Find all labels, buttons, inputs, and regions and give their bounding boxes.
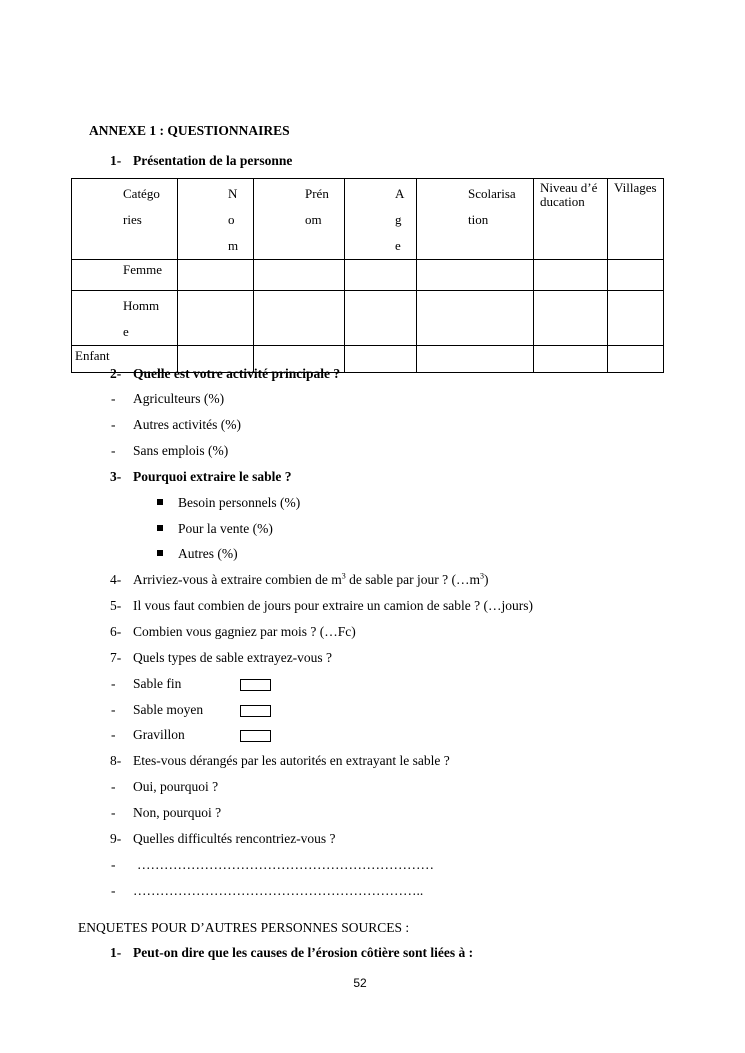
q4-text: Arriviez-vous à extraire combien de $m^3$ de sable par jour ? $(\dots m^3)$	[133, 571, 489, 587]
q2-title: Quelle est votre activité principale ?	[133, 366, 341, 381]
q2-option-sans-emplois: Sans emplois (%)	[133, 443, 229, 458]
table-cell	[345, 260, 417, 291]
dash-marker: -	[111, 702, 116, 717]
table-cell	[534, 346, 608, 373]
q7-number: 7-	[110, 650, 122, 665]
header-niveau: Niveau d’éducation	[534, 179, 608, 260]
dash-marker: -	[111, 443, 116, 458]
person-table	[71, 178, 664, 373]
dash-marker: -	[111, 391, 116, 406]
square-bullet-icon	[157, 550, 163, 556]
q6-number: 6-	[110, 624, 122, 639]
table-row	[72, 260, 664, 291]
header-age: A g e	[345, 179, 417, 260]
q7-option-sable-fin: Sable fin	[133, 676, 182, 691]
q8-number: 8-	[110, 753, 122, 768]
table-cell	[417, 346, 534, 373]
row-label-homme: Homm e	[72, 291, 178, 346]
q2-option-autres: Autres activités (%)	[133, 417, 241, 432]
table-cell	[608, 346, 664, 373]
sable-moyen-checkbox[interactable]	[240, 705, 271, 717]
table-cell	[254, 291, 345, 346]
section-b1-number: 1-	[110, 945, 122, 960]
q9-number: 9-	[110, 831, 122, 846]
q7-option-sable-moyen: Sable moyen	[133, 702, 204, 717]
table-cell	[534, 291, 608, 346]
q2-option-agriculteurs: Agriculteurs (%)	[133, 391, 225, 406]
dash-marker: -	[111, 857, 116, 872]
q2-number: 2-	[110, 366, 122, 381]
table-cell	[608, 260, 664, 291]
table-cell	[417, 260, 534, 291]
section1-number: 1-	[110, 153, 122, 168]
dash-marker: -	[111, 883, 116, 898]
table-cell	[608, 291, 664, 346]
enquetes-title: ENQUETES POUR D’AUTRES PERSONNES SOURCES :	[78, 920, 410, 935]
square-bullet-icon	[157, 525, 163, 531]
dash-marker: -	[111, 727, 116, 742]
table-cell	[178, 260, 254, 291]
q3-option-besoin: Besoin personnels (%)	[178, 495, 301, 510]
q9-answer-line: …………………………………………………………	[137, 857, 434, 872]
gravillon-checkbox[interactable]	[240, 730, 271, 742]
section-b1-title: Peut-on dire que les causes de l’érosion côtière sont liées à :	[133, 945, 474, 960]
q3-title: Pourquoi extraire le sable ?	[133, 469, 292, 484]
q3-option-autres: Autres (%)	[178, 546, 238, 561]
q5-text: Il vous faut combien de jours pour extraire un camion de sable ? (…jours)	[133, 598, 534, 613]
row-label-femme: Femme	[72, 260, 178, 291]
square-bullet-icon	[157, 499, 163, 505]
table-cell	[417, 291, 534, 346]
q6-text: Combien vous gagniez par mois ? (…Fc)	[133, 624, 356, 639]
q3-option-vente: Pour la vente (%)	[178, 521, 273, 536]
q5-number: 5-	[110, 598, 122, 613]
q4-number: 4-	[110, 572, 122, 587]
page-number: 52	[353, 976, 367, 990]
dash-marker: -	[111, 676, 116, 691]
header-prenom: Prén om	[254, 179, 345, 260]
header-nom: N o m	[178, 179, 254, 260]
section1-title: Présentation de la personne	[133, 153, 293, 168]
q8-option-oui: Oui, pourquoi ?	[133, 779, 219, 794]
table-cell	[345, 291, 417, 346]
header-categories: Catégo ries	[72, 179, 178, 260]
table-cell	[534, 260, 608, 291]
table-header-row	[72, 179, 664, 260]
q3-number: 3-	[110, 469, 122, 484]
sable-fin-checkbox[interactable]	[240, 679, 271, 691]
dash-marker: -	[111, 417, 116, 432]
table-cell	[178, 291, 254, 346]
header-scolarisation: Scolarisa tion	[417, 179, 534, 260]
table-cell	[254, 260, 345, 291]
dash-marker: -	[111, 779, 116, 794]
q7-text: Quels types de sable extrayez-vous ?	[133, 650, 333, 665]
header-villages: Villages	[608, 179, 664, 260]
row-label-enfant: Enfant	[72, 346, 178, 373]
q7-option-gravillon: Gravillon	[133, 727, 185, 742]
annex-title: ANNEXE 1 : QUESTIONNAIRES	[89, 123, 290, 138]
q9-answer-line: ………………………………………………………..	[133, 883, 424, 898]
table-cell	[345, 346, 417, 373]
q9-text: Quelles difficultés rencontriez-vous ?	[133, 831, 336, 846]
table-row	[72, 291, 664, 346]
q8-option-non: Non, pourquoi ?	[133, 805, 222, 820]
q8-text: Etes-vous dérangés par les autorités en extrayant le sable ?	[133, 753, 450, 768]
dash-marker: -	[111, 805, 116, 820]
